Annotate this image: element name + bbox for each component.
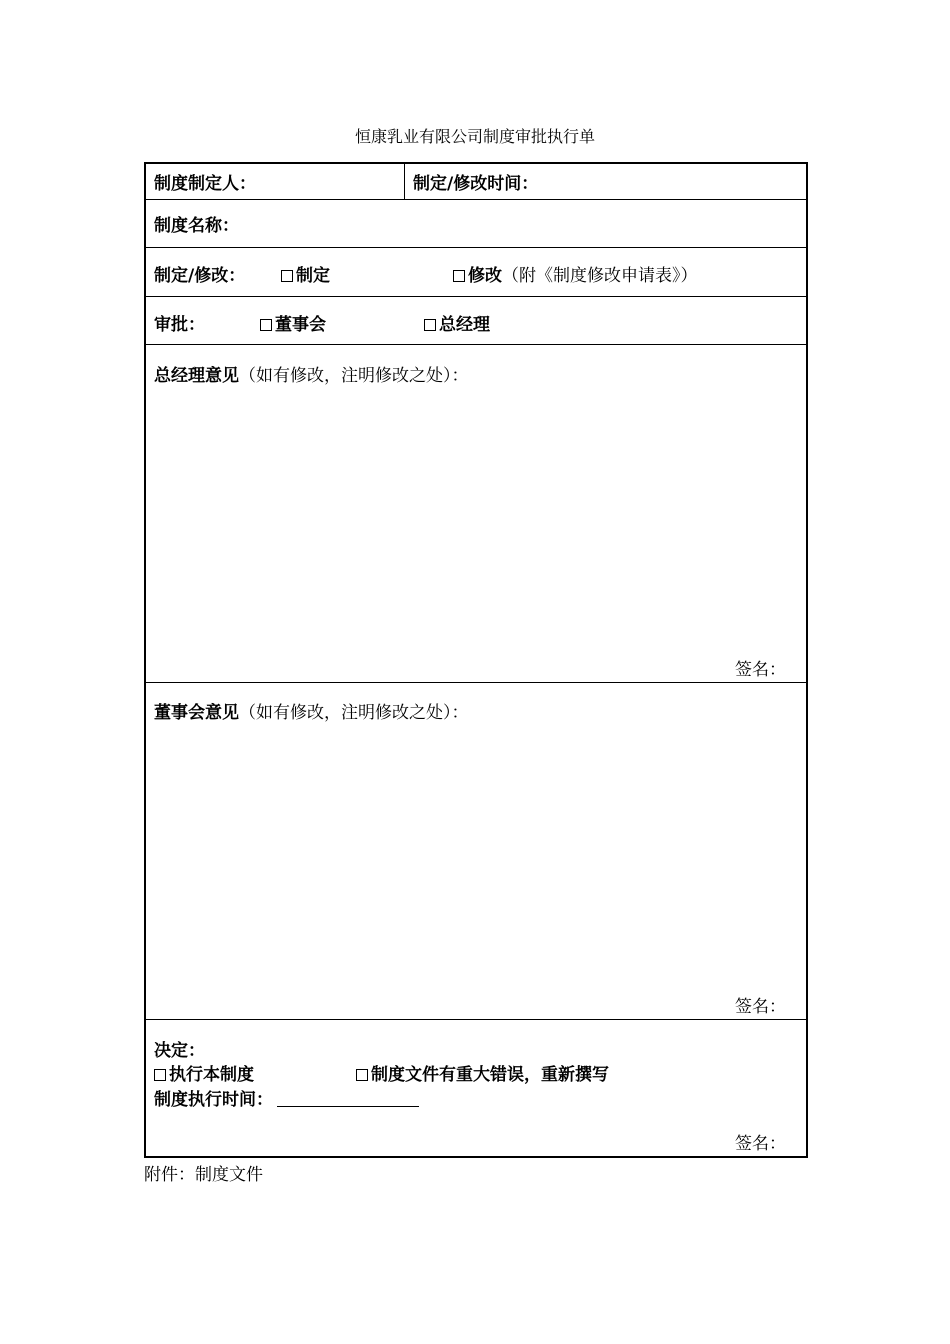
checkbox-icon[interactable] — [281, 270, 293, 282]
checkbox-icon[interactable] — [356, 1069, 368, 1081]
name-field[interactable] — [146, 200, 806, 247]
row-maker-time — [146, 164, 806, 200]
approval-label: 审批： — [154, 315, 205, 335]
checkbox-icon[interactable] — [260, 319, 272, 331]
rewrite-option[interactable]: 制度文件有重大错误，重新撰写 — [356, 1060, 609, 1085]
board-option[interactable]: 董事会 — [260, 310, 326, 335]
exec-time-blank[interactable] — [277, 1090, 419, 1107]
decision-section — [146, 1020, 806, 1156]
checkbox-icon[interactable] — [453, 270, 465, 282]
board-opinion-note: （如有修改，注明修改之处）： — [239, 703, 469, 723]
gm-opinion-note: （如有修改，注明修改之处）： — [239, 366, 469, 386]
board-signature-label: 签名： — [735, 997, 786, 1017]
gm-option[interactable]: 总经理 — [424, 310, 490, 335]
gm-opinion-section[interactable] — [146, 345, 806, 683]
time-field[interactable] — [405, 164, 806, 199]
checkbox-icon[interactable] — [154, 1069, 166, 1081]
create-modify-label: 制定/修改： — [154, 266, 246, 286]
checkbox-icon[interactable] — [424, 319, 436, 331]
row-create-modify — [146, 248, 806, 297]
time-label: 制定/修改时间： — [413, 174, 539, 194]
gm-opinion-heading — [154, 361, 469, 386]
execute-option[interactable]: 执行本制度 — [154, 1060, 254, 1085]
attachment-note: 附件：制度文件 — [144, 1165, 263, 1185]
name-label: 制度名称： — [154, 216, 239, 236]
decision-label: 决定： — [154, 1041, 205, 1061]
modify-note: （附《制度修改申请表》） — [502, 266, 698, 286]
row-approval — [146, 297, 806, 345]
create-option[interactable]: 制定 — [281, 261, 330, 286]
exec-time-label: 制度执行时间： — [154, 1090, 273, 1110]
decision-signature-label: 签名： — [735, 1134, 786, 1154]
board-opinion-heading — [154, 698, 469, 723]
approval-form — [144, 162, 808, 1158]
maker-label: 制度制定人： — [154, 174, 256, 194]
board-opinion-section[interactable] — [146, 683, 806, 1020]
modify-option[interactable]: 修改（附《制度修改申请表》） — [453, 261, 698, 286]
board-opinion-label: 董事会意见 — [154, 703, 239, 723]
gm-opinion-label: 总经理意见 — [154, 366, 239, 386]
exec-time-field[interactable] — [154, 1085, 419, 1110]
document-title: 恒康乳业有限公司制度审批执行单 — [354, 127, 595, 146]
maker-field[interactable] — [146, 164, 404, 199]
row-name — [146, 200, 806, 248]
gm-signature-label: 签名： — [735, 660, 786, 680]
